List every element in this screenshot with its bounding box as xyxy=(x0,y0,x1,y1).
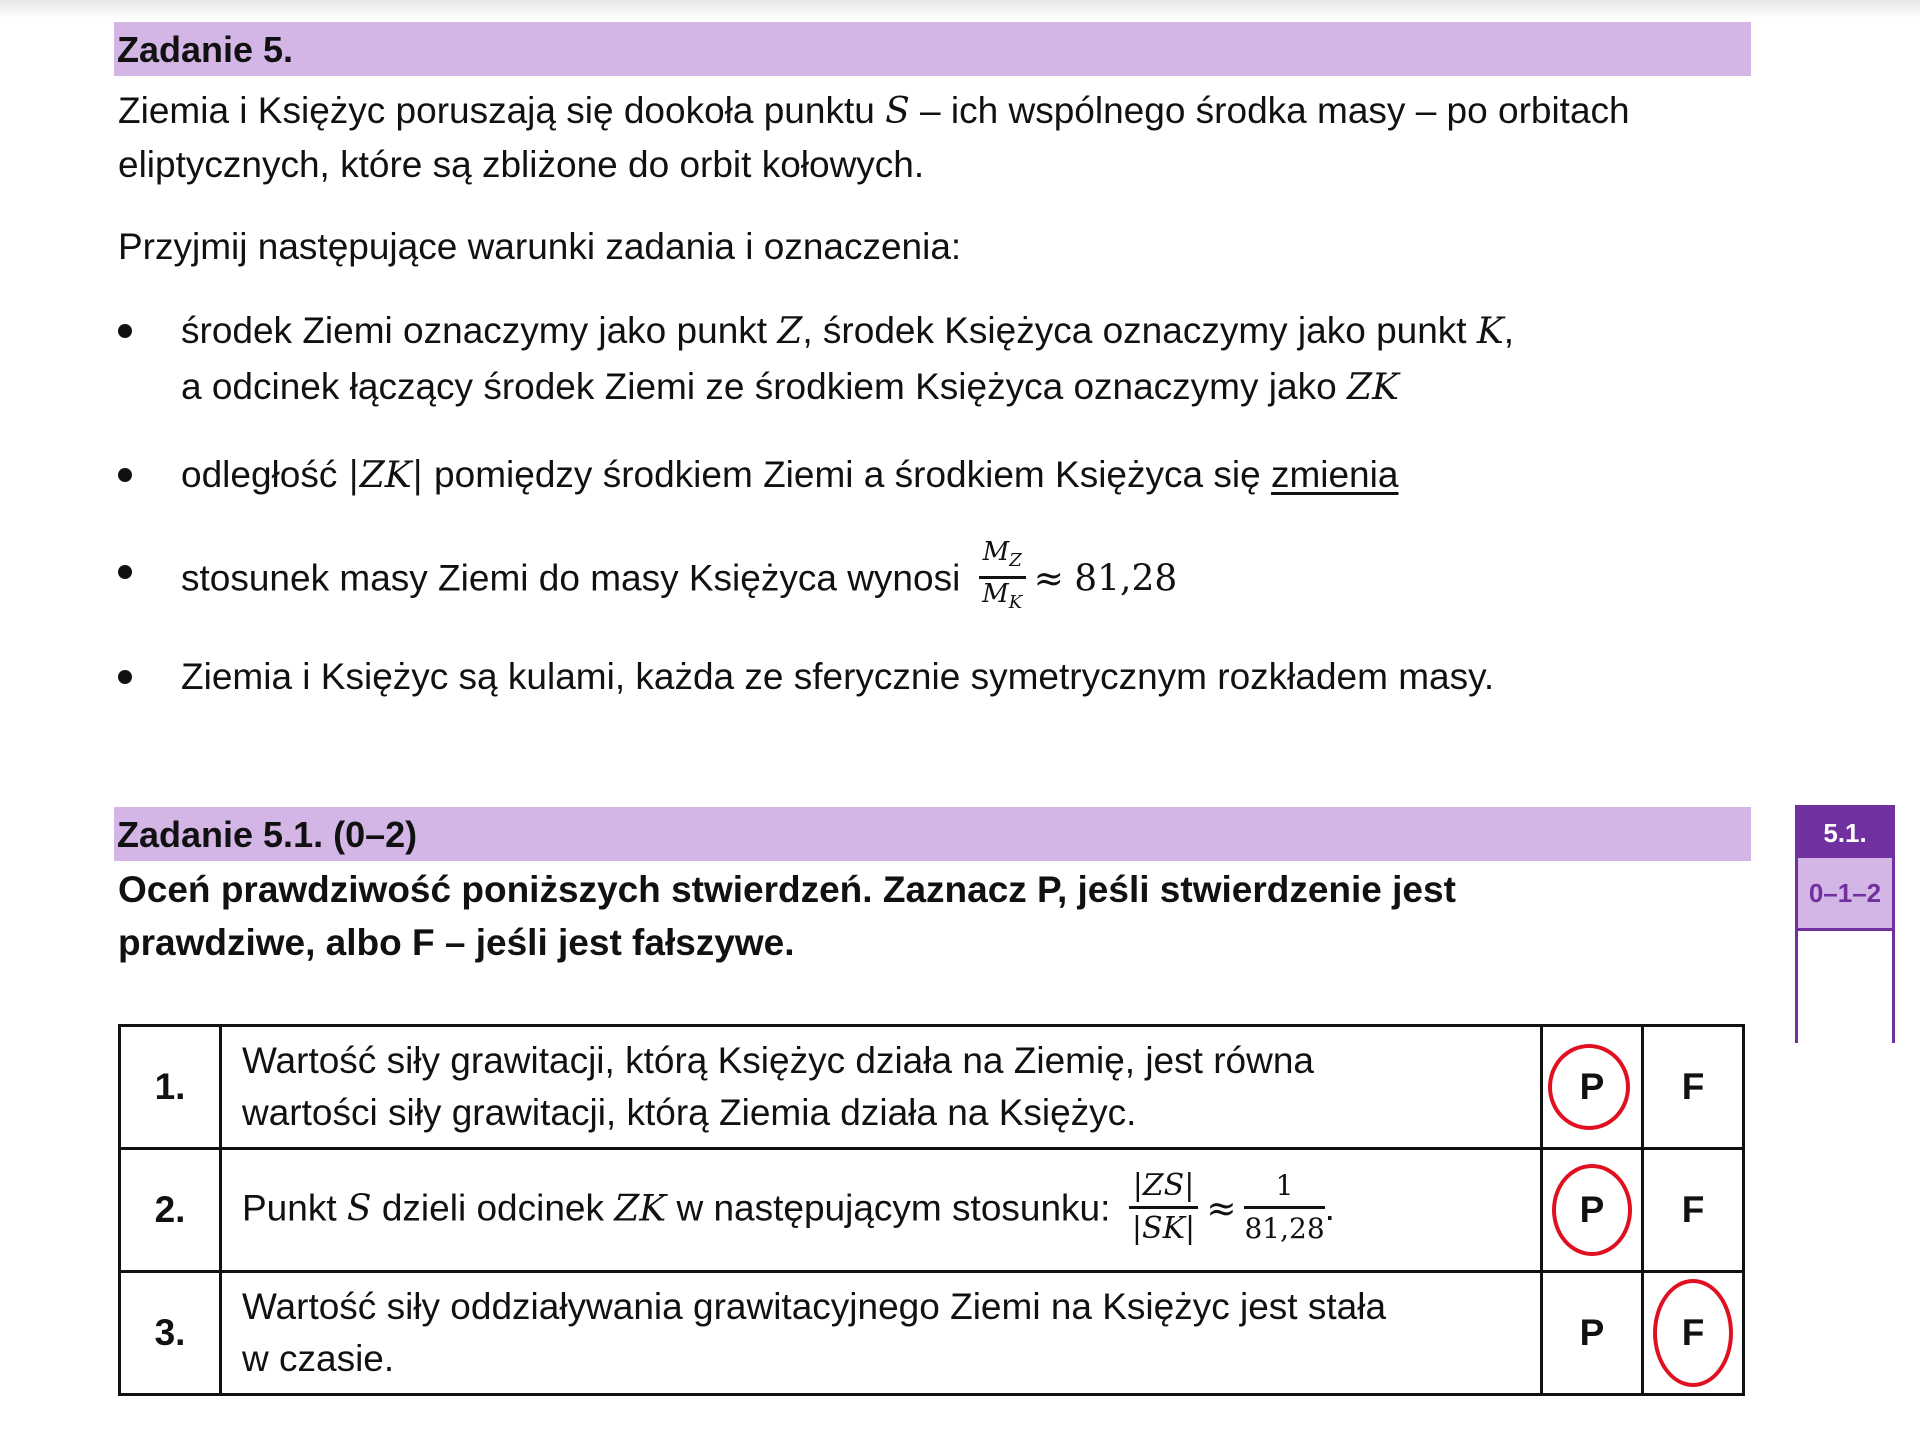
frac-num: M xyxy=(982,537,1010,567)
bullet-icon xyxy=(118,565,132,579)
conditions-intro: Przyjmij następujące warunki zadania i oznaczenia: xyxy=(118,226,962,267)
statement-text: wartości siły grawitacji, którą Ziemia działa na Księżyc. xyxy=(242,1092,1137,1133)
frac-den: 81,28 xyxy=(1244,1211,1325,1245)
statement-text: w następującym stosunku: xyxy=(666,1186,1121,1228)
row-number: 1. xyxy=(120,1026,221,1149)
option-f[interactable] xyxy=(1643,1026,1744,1149)
option-label: F xyxy=(1681,1066,1705,1107)
statement-cell xyxy=(221,1149,1542,1272)
value-fraction xyxy=(1244,1166,1324,1249)
intro-line-2: eliptycznych, które są zbliżone do orbit kołowych. xyxy=(118,144,925,185)
statement-text: Wartość siły grawitacji, którą Księżyc działa na Ziemię, jest równa xyxy=(242,1040,1314,1081)
instruction-line-1: Oceń prawdziwość poniższych stwierdzeń. Zaznacz P, jeśli stwierdzenie jest xyxy=(118,869,1456,910)
subtask-title: Zadanie 5.1. (0–2) xyxy=(117,814,418,855)
row-number: 2. xyxy=(120,1149,221,1272)
bullet-icon xyxy=(118,324,132,338)
score-label: 5.1. xyxy=(1798,808,1892,858)
intro-line-1 xyxy=(118,84,1630,139)
score-points: 0–1–2 xyxy=(1798,858,1892,931)
true-false-table xyxy=(118,1024,1745,1396)
intro-text: – ich wspólnego środka masy – po orbitach xyxy=(909,90,1630,131)
row-number: 3. xyxy=(120,1272,221,1395)
option-p[interactable] xyxy=(1542,1272,1643,1395)
symbol-zk-abs: |ZK| xyxy=(347,455,424,496)
statement-text: Punkt xyxy=(242,1186,347,1228)
table-row xyxy=(120,1026,1744,1149)
symbol-zk: ZK xyxy=(614,1187,667,1229)
symbol-s: S xyxy=(346,1187,372,1229)
intro-text: Ziemia i Księżyc poruszają się dookoła punktu xyxy=(118,90,886,131)
bullet-3 xyxy=(181,537,1178,621)
frac-num: |ZS| xyxy=(1129,1166,1199,1209)
mass-ratio-value: 81,28 xyxy=(1074,558,1178,600)
option-f[interactable] xyxy=(1643,1149,1744,1272)
frac-den: |SK| xyxy=(1131,1210,1196,1246)
approx-sign: ≈ xyxy=(1206,1187,1237,1229)
frac-num-sub: Z xyxy=(1009,550,1022,572)
bullet-2 xyxy=(181,447,1398,504)
option-p[interactable] xyxy=(1542,1149,1643,1272)
statement-text: dzieli odcinek xyxy=(371,1186,615,1228)
option-label: P xyxy=(1579,1189,1605,1230)
option-label: P xyxy=(1579,1312,1605,1353)
frac-den-sub: K xyxy=(1008,592,1023,614)
frac-num: 1 xyxy=(1244,1166,1324,1209)
statement-text: . xyxy=(1324,1186,1335,1228)
option-f[interactable] xyxy=(1643,1272,1744,1395)
bullet-text: odległość xyxy=(181,454,348,495)
symbol-z: Z xyxy=(777,311,803,352)
bullet-text: a odcinek łączący środek Ziemi ze środkiem Księżyca oznaczymy jako xyxy=(181,366,1347,407)
approx-sign: ≈ xyxy=(1033,558,1064,600)
bullet-text: , xyxy=(1503,310,1515,351)
bullet-icon xyxy=(118,670,132,684)
statement-text: w czasie. xyxy=(242,1338,395,1379)
statement-cell xyxy=(221,1272,1542,1395)
symbol-k: K xyxy=(1476,311,1504,352)
top-shadow xyxy=(0,0,1920,18)
bullet-4: Ziemia i Księżyc są kulami, każda ze sferycznie symetrycznym rozkładem masy. xyxy=(181,656,1495,697)
table-row xyxy=(120,1272,1744,1395)
bullet-text: stosunek masy Ziemi do masy Księżyca wynosi xyxy=(181,557,971,599)
task-title: Zadanie 5. xyxy=(117,29,294,70)
bullet-1-line-1 xyxy=(181,303,1514,360)
option-label: P xyxy=(1579,1066,1605,1107)
subtask-header xyxy=(114,807,1751,861)
bullet-text: środek Ziemi oznaczymy jako punkt xyxy=(181,310,778,351)
option-label: F xyxy=(1681,1312,1705,1353)
statement-text: Wartość siły oddziaływania grawitacyjnego Ziemi na Księżyc jest stała xyxy=(242,1286,1387,1327)
table-row xyxy=(120,1149,1744,1272)
distance-ratio-fraction xyxy=(1129,1166,1199,1249)
score-box xyxy=(1795,805,1895,1043)
instruction-line-2: prawdziwe, albo F – jeśli jest fałszywe. xyxy=(118,922,795,963)
bullet-text: , środek Księżyca oznaczymy jako punkt xyxy=(802,310,1477,351)
mass-ratio-fraction xyxy=(979,537,1026,618)
task-header xyxy=(114,22,1751,76)
symbol-zk: ZK xyxy=(1346,367,1399,408)
bullet-text: pomiędzy środkiem Ziemi a środkiem Księżyca się xyxy=(423,454,1271,495)
bullet-1-line-2 xyxy=(181,359,1399,416)
symbol-s: S xyxy=(885,91,910,132)
option-label: F xyxy=(1681,1189,1705,1230)
underlined-word: zmienia xyxy=(1270,454,1399,495)
bullet-icon xyxy=(118,468,132,482)
frac-den: M xyxy=(982,579,1009,610)
statement-cell xyxy=(221,1026,1542,1149)
option-p[interactable] xyxy=(1542,1026,1643,1149)
score-input[interactable] xyxy=(1798,931,1892,1043)
